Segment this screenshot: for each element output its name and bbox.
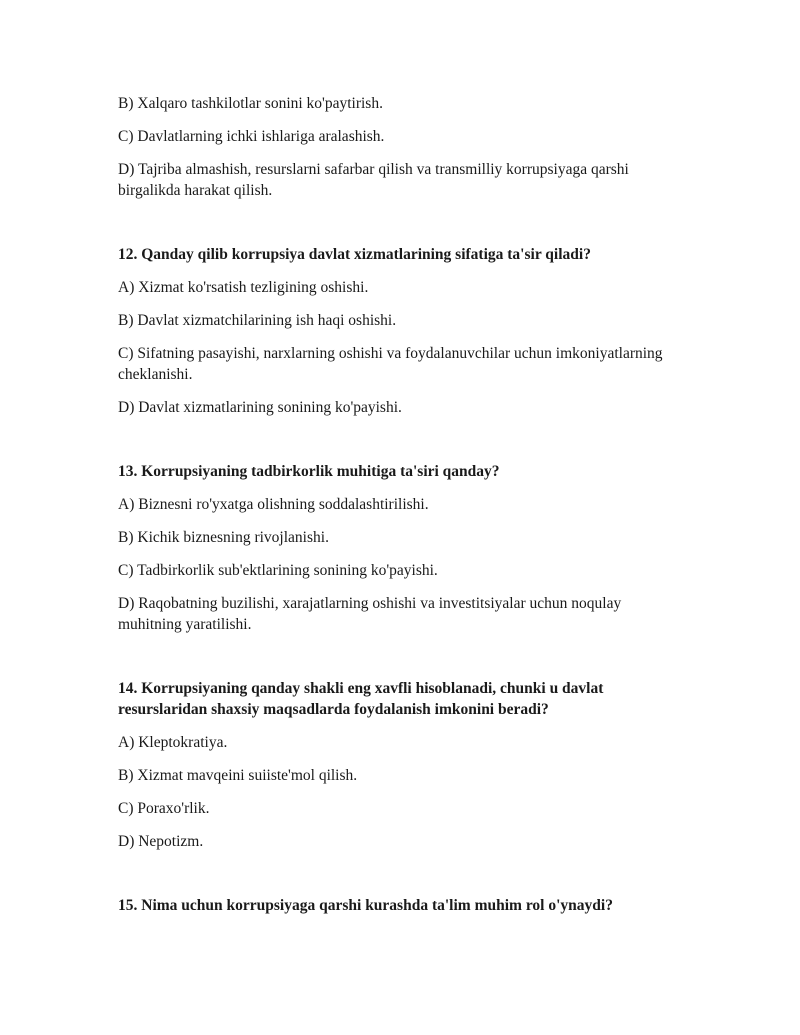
question-13 [118, 461, 688, 635]
option-a: A) Kleptokratiya. [118, 734, 228, 751]
question-12 [118, 244, 688, 418]
question-15 [118, 895, 688, 916]
option-d: D) Nepotizm. [118, 833, 204, 850]
option-b: B) Xalqaro tashkilotlar sonini ko'paytirish. [118, 95, 383, 112]
question-text: 15. Nima uchun korrupsiyaga qarshi kurashda ta'lim muhim rol o'ynaydi? [118, 897, 613, 914]
option-b: B) Kichik biznesning rivojlanishi. [118, 529, 329, 546]
question-14 [118, 678, 688, 852]
option-d: D) Raqobatning buzilishi, xarajatlarning oshishi va investitsiyalar uchun noqulay muhitning yaratilishi. [118, 595, 622, 633]
option-b: B) Xizmat mavqeini suiiste'mol qilish. [118, 767, 358, 784]
option-b: B) Davlat xizmatchilarining ish haqi oshishi. [118, 312, 397, 329]
option-c: C) Sifatning pasayishi, narxlarning oshishi va foydalanuvchilar uchun imkoniyatlarning cheklanishi. [118, 345, 663, 383]
spacer [118, 430, 688, 461]
option-a: A) Xizmat ko'rsatish tezligining oshishi. [118, 279, 369, 296]
spacer [118, 864, 688, 895]
option-c: C) Davlatlarning ichki ishlariga aralashish. [118, 128, 385, 145]
option-c: C) Tadbirkorlik sub'ektlarining sonining ko'payishi. [118, 562, 438, 579]
option-a: A) Biznesni ro'yxatga olishning soddalashtirilishi. [118, 496, 429, 513]
option-d: D) Tajriba almashish, resurslarni safarbar qilish va transmilliy korrupsiyaga qarshi birgalikda harakat qilish. [118, 161, 629, 199]
spacer [118, 213, 688, 244]
document-page [118, 93, 688, 928]
spacer [118, 647, 688, 678]
question-text: 12. Qanday qilib korrupsiya davlat xizmatlarining sifatiga ta'sir qiladi? [118, 246, 591, 263]
prev-question-options [118, 93, 688, 201]
question-text: 13. Korrupsiyaning tadbirkorlik muhitiga ta'siri qanday? [118, 463, 500, 480]
option-c: C) Poraxo'rlik. [118, 800, 210, 817]
question-text: 14. Korrupsiyaning qanday shakli eng xavfli hisoblanadi, chunki u davlat resurslaridan shaxsiy maqsadlarda foydalanish imkonini beradi? [118, 680, 604, 718]
option-d: D) Davlat xizmatlarining sonining ko'payishi. [118, 399, 402, 416]
